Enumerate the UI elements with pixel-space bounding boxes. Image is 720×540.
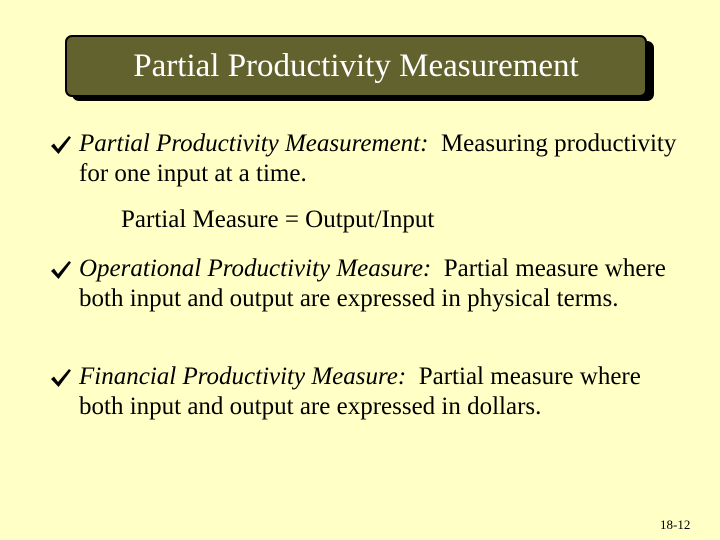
title-box (65, 35, 647, 97)
bullet-term: Partial Productivity Measurement: (79, 130, 429, 157)
bullet-text: Partial measure where both input and output are expressed in physical terms. (79, 255, 666, 312)
checkmark-icon (48, 362, 74, 392)
checkmark-icon (48, 129, 74, 159)
bullet-text: Partial measure where both input and output are expressed in dollars. (79, 363, 641, 420)
bullet-term: Financial Productivity Measure: (79, 363, 407, 390)
checkmark-icon (48, 254, 74, 284)
bullet-text: Measuring productivity for one input at a time. (79, 130, 677, 187)
bullet-item (48, 362, 688, 422)
bullet-item (48, 129, 688, 189)
formula-text: Partial Measure = Output/Input (121, 206, 435, 233)
slide-title: Partial Productivity Measurement (133, 47, 579, 84)
bullet-item (48, 254, 688, 314)
bullet-term: Operational Productivity Measure: (79, 255, 432, 282)
slide-number: 18-12 (660, 517, 691, 532)
